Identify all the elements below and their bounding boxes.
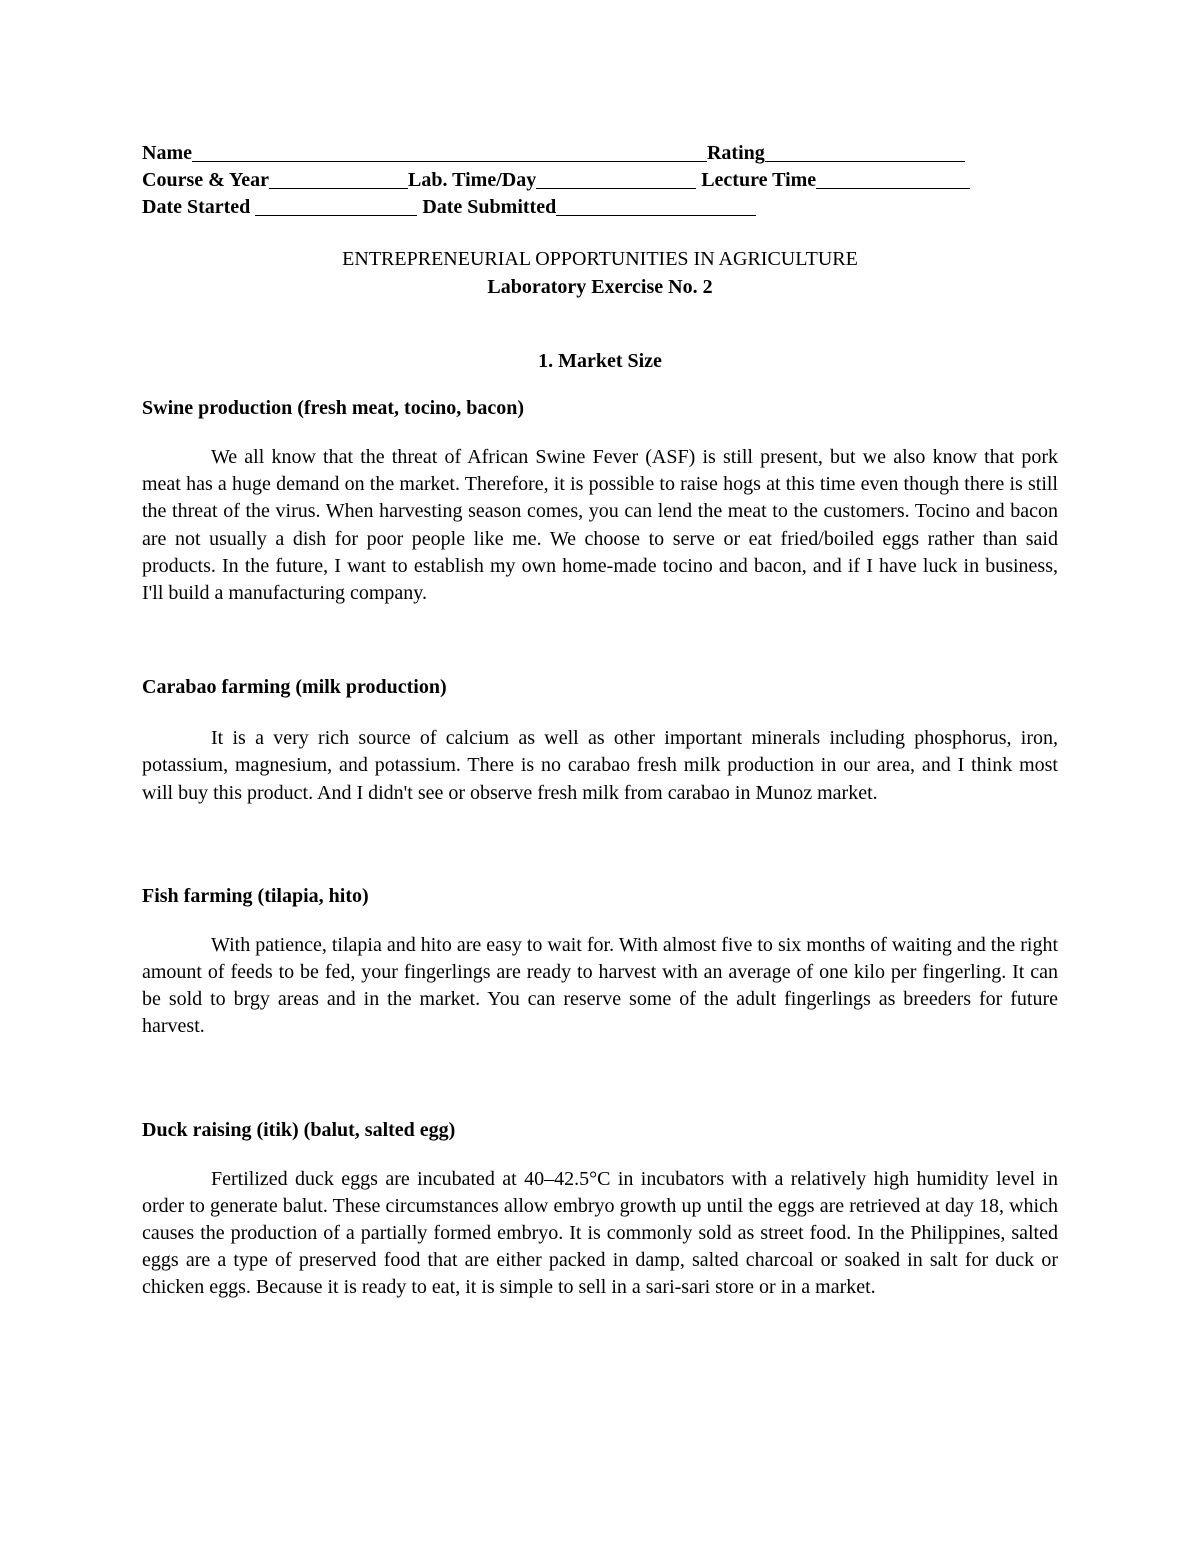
- section-heading: 1. Market Size: [538, 350, 662, 372]
- labtime-blank[interactable]: [536, 169, 696, 189]
- header-row-dates: [142, 194, 1058, 221]
- topic-carabao: [142, 673, 1058, 807]
- rating-blank[interactable]: [765, 142, 965, 162]
- name-blank[interactable]: [192, 142, 707, 162]
- topic-body: Fertilized duck eggs are incubated at 40–42.5°C in incubators with a relatively high humidity level in order to generate balut. These circumstances allow embryo growth up until the eggs are retrieved at day 18, which causes the production of a partially formed embryo. It is commonly sold as street food. In the Philippines, salted eggs are a type of preserved food that are either packed in damp, salted charcoal or soaked in salt for duck or chicken eggs. Because it is ready to eat, it is simple to sell in a sari-sari store or in a market.: [142, 1167, 1058, 1299]
- topic-duck: [142, 1116, 1058, 1302]
- course-blank[interactable]: [269, 169, 408, 189]
- topic-body: We all know that the threat of African Swine Fever (ASF) is still present, but we also know that pork meat has a huge demand on the market. Therefore, it is possible to raise hogs at this time even though there is still the threat of the virus. When harvesting season comes, you can lend the meat to the customers. Tocino and bacon are not usually a dish for poor people like me. We choose to serve or eat fried/boiled eggs rather than said products. In the future, I want to establish my own home-made tocino and bacon, and if I have luck in business, I'll build a manufacturing company.: [142, 446, 1058, 605]
- header-row-name: [142, 140, 1058, 167]
- topic-heading: Fish farming (tilapia, hito): [142, 884, 369, 907]
- topic-body: It is a very rich source of calcium as well as other important minerals including phosphorus, iron, potassium, magnesium, and potassium. There is no carabao fresh milk production in our area, and I think most will buy this product. And I didn't see or observe fresh milk from carabao in Munoz market.: [142, 727, 1058, 804]
- topic-heading: Duck raising (itik) (balut, salted egg): [142, 1118, 456, 1141]
- title-block: [142, 245, 1058, 301]
- course-label: Course & Year: [142, 169, 270, 191]
- document-page: [142, 140, 1058, 1302]
- submitted-label: Date Submitted: [422, 196, 557, 218]
- document-title: ENTREPRENEURIAL OPPORTUNITIES IN AGRICULTURE: [342, 248, 858, 270]
- header-row-course: [142, 167, 1058, 194]
- lecture-blank[interactable]: [816, 169, 970, 189]
- rating-label: Rating: [706, 142, 765, 164]
- started-blank[interactable]: [255, 196, 417, 216]
- topic-fish: [142, 882, 1058, 1041]
- document-subtitle: Laboratory Exercise No. 2: [487, 276, 713, 298]
- started-label: Date Started: [142, 196, 251, 218]
- topic-swine: [142, 394, 1058, 607]
- name-label: Name: [142, 142, 192, 164]
- lecture-label: Lecture Time: [701, 169, 817, 191]
- topic-body: With patience, tilapia and hito are easy to wait for. With almost five to six months of waiting and the right amount of feeds to be fed, your fingerlings are ready to harvest with an average of one kilo per fingerling. It can be sold to brgy areas and in the market. You can reserve some of the adult fingerlings as breeders for future harvest.: [142, 933, 1058, 1038]
- topic-heading: Swine production (fresh meat, tocino, bacon): [142, 397, 525, 419]
- submitted-blank[interactable]: [556, 196, 756, 216]
- labtime-label: Lab. Time/Day: [408, 169, 537, 191]
- topic-heading: Carabao farming (milk production): [142, 676, 447, 699]
